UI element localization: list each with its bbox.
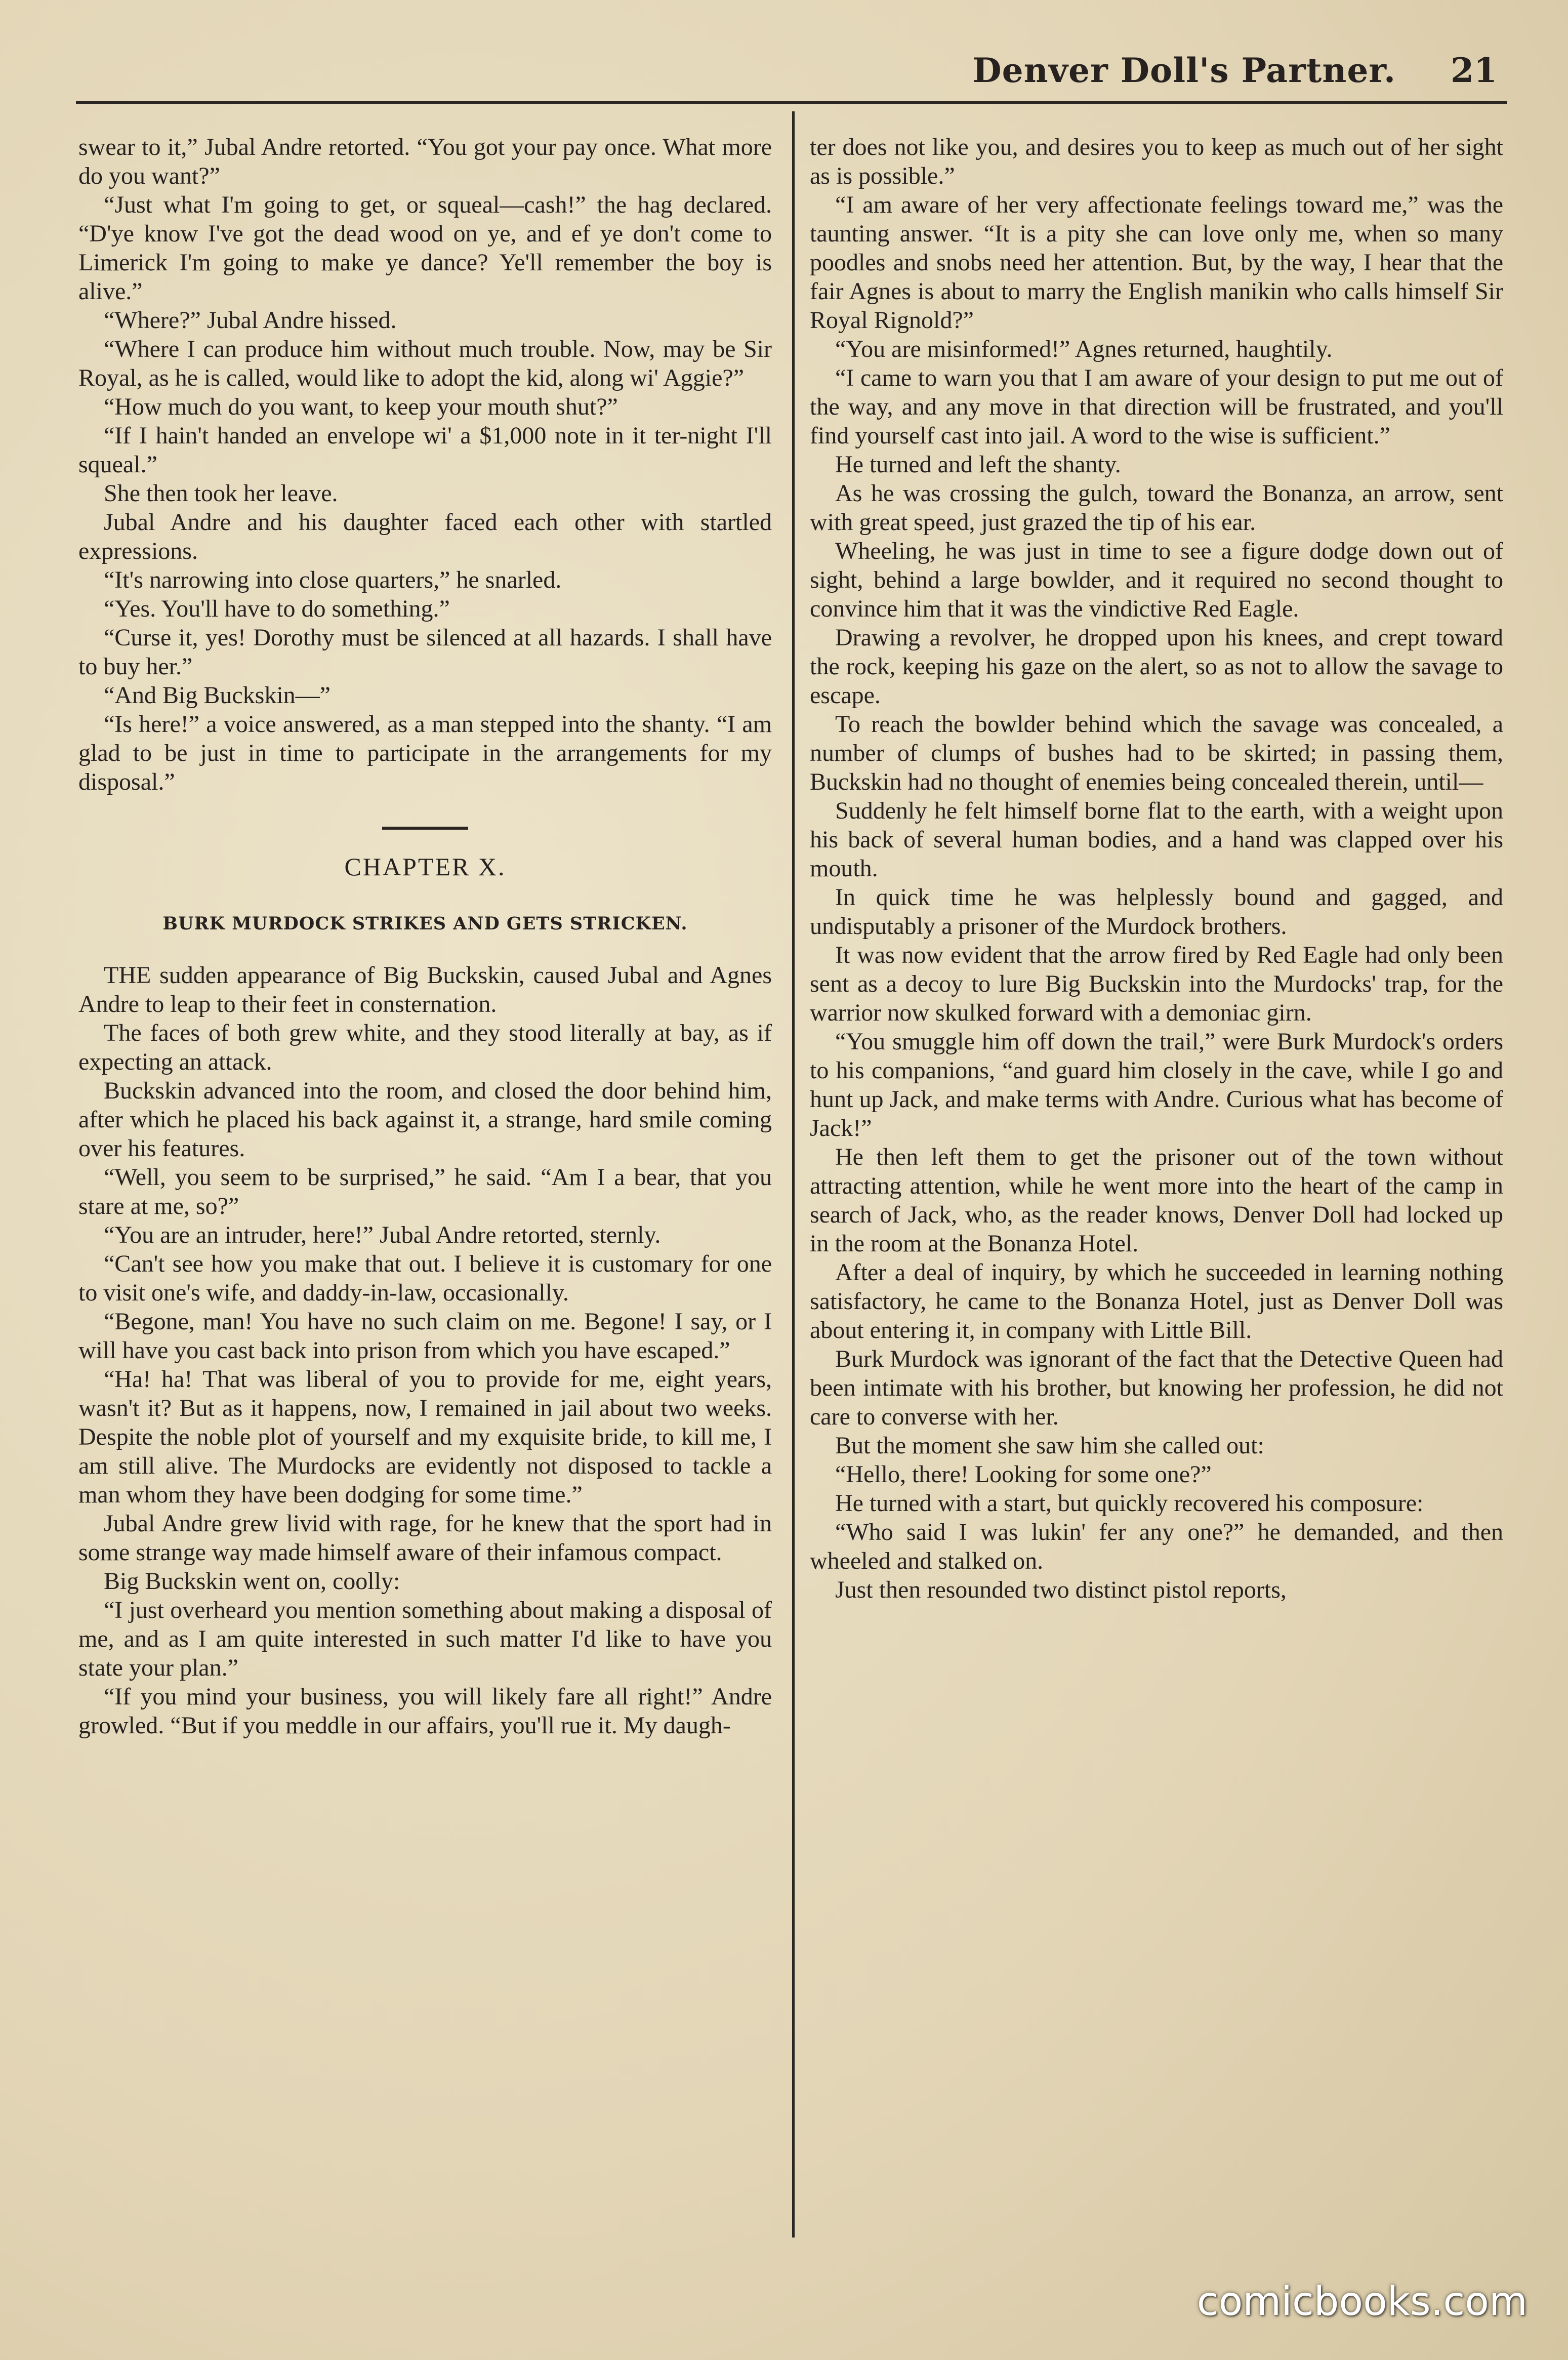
paragraph: “Who said I was lukin' fer any one?” he demanded, and then wheeled and stalked on. [810,1519,1503,1574]
paragraph: It was now evident that the arrow fired by Red Eagle had only been sent as a decoy to lure Big Buckskin into the Murdocks' trap, for the warrior now skulked forward with a demoniac girn. [810,942,1503,1026]
paragraph: “It's narrowing into close quarters,” he snarled. [104,566,562,593]
page-number: 21 [1451,51,1497,90]
paragraph: Drawing a revolver, he dropped upon his knees, and crept toward the rock, keeping his gaze on the alert, so as not to allow the savage to escape. [810,624,1503,709]
paragraph: He then left them to get the prisoner out of the town without attracting attention, while he went more into the heart of the camp in search of Jack, who, as the reader knows, Denver Doll had locked up in the room at the Bonanza Hotel. [810,1144,1503,1257]
paragraph: “You are misinformed!” Agnes returned, haughtily. [835,336,1333,362]
paragraph: “Just what I'm going to get, or squeal—cash!” the hag declared. “D'ye know I've got the dead wood on ye, and ef ye don't come to Limerick I'm going to make ye dance? Ye'll remember the boy is alive.” [78,191,772,305]
paragraph: “If I hain't handed an envelope wi' a $1,000 note in it ter-night I'll squeal.” [78,422,772,478]
paragraph: But the moment she saw him she called out: [835,1432,1264,1459]
paragraph: In quick time he was helplessly bound and gagged, and undisputably a prisoner of the Murdock brothers. [810,884,1503,940]
paragraph: “Can't see how you make that out. I believe it is customary for one to visit one's wife, and daddy-in-law, occasionally. [78,1250,772,1306]
paragraph: As he was crossing the gulch, toward the Bonanza, an arrow, sent with great speed, just grazed the tip of his ear. [810,480,1503,536]
paragraph: “Curse it, yes! Dorothy must be silenced at all hazards. I shall have to buy her.” [78,624,772,680]
running-title: Denver Doll's Partner. [972,51,1396,90]
paragraph: ter does not like you, and desires you to keep as much out of her sight as is possible.” [810,134,1503,189]
paragraph: Suddenly he felt himself borne flat to the earth, with a weight upon his back of several human bodies, and a hand was clapped over his mouth. [810,797,1503,882]
paragraph: “How much do you want, to keep your mouth shut?” [104,393,618,420]
paragraph: He turned and left the shanty. [835,451,1121,478]
paragraph: Burk Murdock was ignorant of the fact that the Detective Queen had been intimate with his brother, but knowing her profession, he did not care to converse with her. [810,1346,1503,1430]
paragraph: “Well, you seem to be surprised,” he said. “Am I a bear, that you stare at me, so?” [78,1164,772,1219]
paragraph: Jubal Andre and his daughter faced each other with startled expressions. [78,509,772,564]
paragraph: “I just overheard you mention something about making a disposal of me, and as I am quite interested in such matter I'd like to have you state your plan.” [78,1597,772,1681]
left-paragraphs-before [78,133,772,796]
left-paragraphs-after [78,961,772,1740]
paragraph: “And Big Buckskin—” [104,682,331,709]
paragraph: The faces of both grew white, and they stood literally at bay, as if expecting an attack. [78,1020,772,1075]
paragraph: “I am aware of her very affectionate feelings toward me,” was the taunting answer. “It is a pity she can love only me, when so many poodles and snobs need her attention. But, by the way, I hear that the fair Agnes is about to marry the English manikin who calls himself Sir Royal Rignold?” [810,191,1503,334]
column-divider [792,111,795,2237]
paragraph: “I came to warn you that I am aware of your design to put me out of the way, and any move in that direction will be frustrated, and you'll find yourself cast into jail. A word to the wise is sufficient.” [810,364,1503,449]
paragraph: “Is here!” a voice answered, as a man stepped into the shanty. “I am glad to be just in time to participate in the arrangements for my disposal.” [78,711,772,795]
right-paragraphs [810,133,1503,1604]
right-column [810,133,1503,1604]
paragraph: swear to it,” Jubal Andre retorted. “You got your pay once. What more do you want?” [78,134,772,189]
paragraph: He turned with a start, but quickly recovered his composure: [835,1490,1424,1517]
paragraph: Buckskin advanced into the room, and closed the door behind him, after which he placed his back against it, a strange, hard smile coming over his features. [78,1077,772,1162]
paragraph: Jubal Andre grew livid with rage, for he knew that the sport had in some strange way made himself aware of their infamous compact. [78,1510,772,1566]
chapter-rule [382,827,468,830]
watermark: comicbooks.com [1196,2279,1528,2325]
paragraph: Just then resounded two distinct pistol reports, [835,1576,1287,1603]
paragraph: Wheeling, he was just in time to see a figure dodge down out of sight, behind a large bowlder, and it required no second thought to convince him that it was the vindictive Red Eagle. [810,538,1503,622]
chapter-subtitle: BURK MURDOCK STRIKES AND GETS STRICKEN. [162,913,688,934]
paragraph: “Begone, man! You have no such claim on me. Begone! I say, or I will have you cast back into prison from which you have escaped.” [78,1308,772,1364]
paragraph: “You are an intruder, here!” Jubal Andre retorted, sternly. [104,1222,661,1248]
paragraph: “Where I can produce him without much trouble. Now, may be Sir Royal, as he is called, would like to adopt the kid, along wi' Aggie?” [78,336,772,391]
paragraph: She then took her leave. [104,480,338,507]
paragraph: To reach the bowlder behind which the savage was concealed, a number of clumps of bushes had to be skirted; in passing them, Buckskin had no thought of enemies being concealed therein, until— [810,711,1503,795]
paragraph: “You smuggle him off down the trail,” were Burk Murdock's orders to his companions, “and guard him closely in the cave, while I go and hunt up Jack, and make terms with Andre. Curious what has become of Jack!” [810,1028,1503,1142]
paragraph: Big Buckskin went on, coolly: [104,1568,400,1595]
running-header [76,35,1507,104]
paragraph: THE sudden appearance of Big Buckskin, caused Jubal and Agnes Andre to leap to their feet in consternation. [78,962,772,1018]
paragraph: “Yes. You'll have to do something.” [104,595,450,622]
left-column [78,133,772,1740]
chapter-title: CHAPTER X. [344,852,506,881]
paragraph: After a deal of inquiry, by which he succeeded in learning nothing satisfactory, he came to the Bonanza Hotel, just as Denver Doll was about entering it, in company with Little Bill. [810,1259,1503,1344]
paragraph: “Hello, there! Looking for some one?” [835,1461,1212,1488]
paragraph: “If you mind your business, you will likely fare all right!” Andre growled. “But if you meddle in our affairs, you'll rue it. My daugh- [78,1683,772,1739]
paragraph: “Where?” Jubal Andre hissed. [104,307,397,334]
paragraph: “Ha! ha! That was liberal of you to provide for me, eight years, wasn't it? But as it happens, now, I remained in jail about two weeks. Despite the noble plot of yourself and my exquisite bride, to kill me, I am still alive. The Murdocks are evidently not disposed to tackle a man whom they have been dodging for some time.” [78,1366,772,1508]
